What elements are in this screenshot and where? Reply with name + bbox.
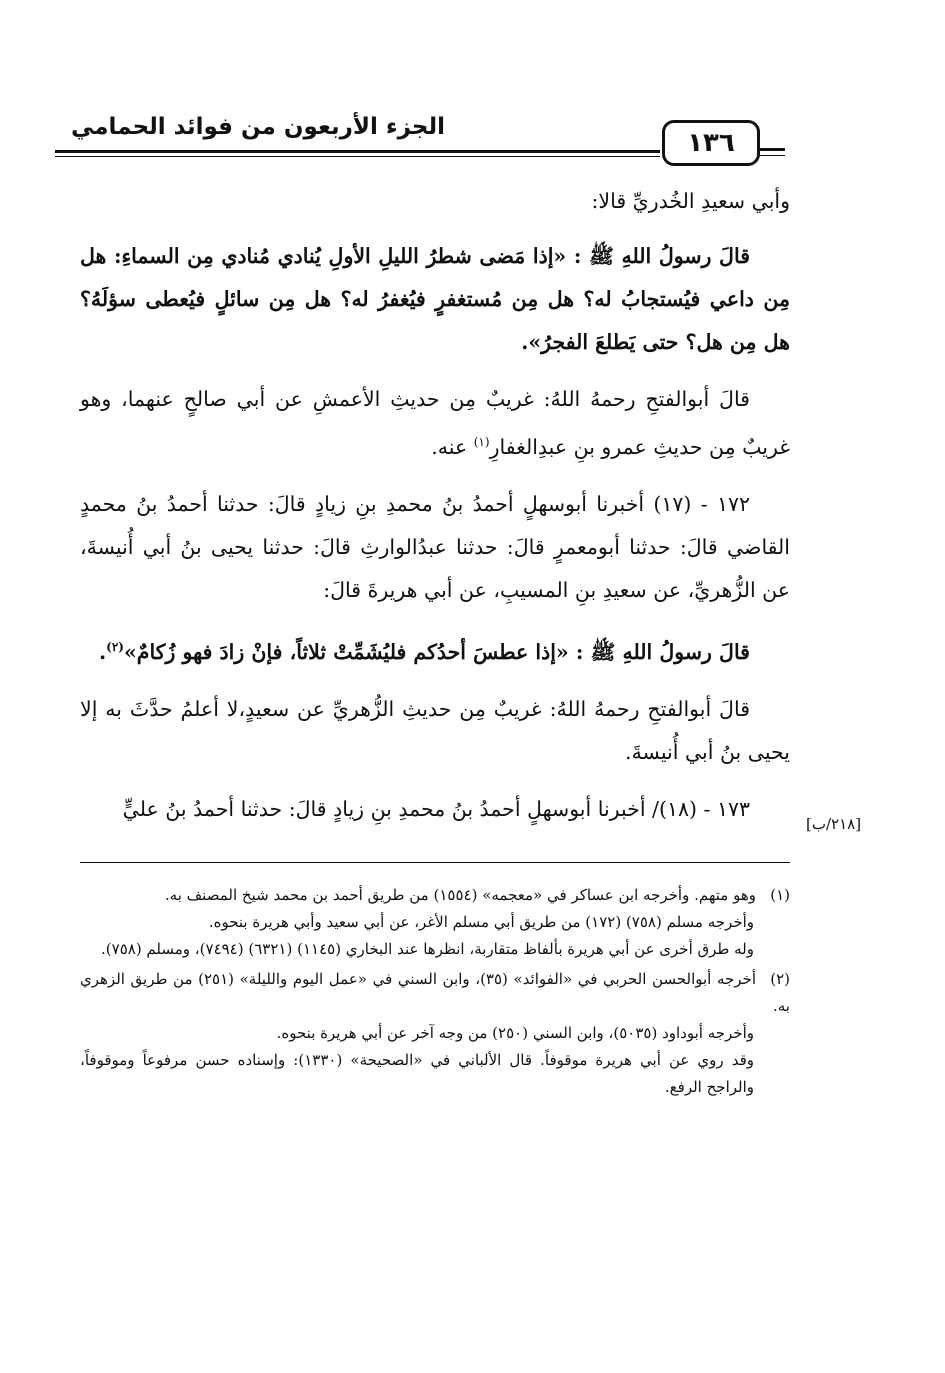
manuscript-folio-note: [٢١٨/ب] — [806, 815, 862, 833]
footnote-ref-1: (١) — [473, 435, 490, 449]
footnote-2-line-3: وقد روي عن أبي هريرة موقوفاً. قال الألباني في «الصحيحة» (١٣٣٠): وإسناده حسن مرفوعاً وموقوفاً، والراجح الرفع. — [80, 1051, 754, 1096]
footnote-1-line-3: وله طرق أخرى عن أبي هريرة بألفاظ متقاربة، انظرها عند البخاري (١١٤٥) (٦٣٢١) (٧٤٩٤)، ومسلم (٧٥٨). — [101, 940, 754, 958]
footnote-1-line-1 — [80, 882, 790, 909]
paragraph-isnad-172: ١٧٢ - (١٧) أخبرنا أبوسهلٍ أحمدُ بنُ محمدِ بنِ زيادٍ قالَ: حدثنا أحمدُ بنُ محمدٍ القاضي قالَ: حدثنا أبومعمرٍ قالَ: حدثنا عبدُالوارثِ قالَ: حدثنا يحيى بنُ أبي أُنيسةَ، عن الزُّهريِّ، عن سعيدِ بنِ المسيبِ، عن أبي هريرةَ قالَ: — [80, 491, 790, 602]
running-header — [55, 110, 785, 170]
header-rule-right — [757, 148, 785, 151]
footnote-separator — [80, 862, 790, 863]
footnote-2-text: أخرجه أبوالحسن الحربي في «الفوائد» (٣٥)، وابن السني في «عمل اليوم والليلة» (٢٥١) من طريق الزهري به. — [80, 970, 790, 1015]
footnote-1-line-2: وأخرجه مسلم (٧٥٨) (١٧٢) من طريق أبي مسلم الأغر، عن أبي سعيد وأبي هريرة بنحوه. — [208, 913, 754, 931]
footnotes — [80, 882, 790, 1101]
paragraph-hadith-1: قالَ رسولُ اللهِ ﷺ : «إذا مَضى شطرُ الليلِ الأولِ يُنادي مُنادي مِن السماءِ: هل مِن داعي فيُستجابُ له؟ هل مِن مُستغفرٍ فيُغفرُ له؟ هل مِن سائلٍ فيُعطى سؤلَهُ؟ هل مِن هل؟ حتى يَطلعَ الفجرُ». — [80, 244, 790, 354]
paragraph-isnad-173: ١٧٣ - (١٨)/ أخبرنا أبوسهلٍ أحمدُ بنُ محمدِ بنِ زيادٍ قالَ: حدثنا أحمدُ بنُ عليٍّ — [122, 796, 750, 821]
body-text — [80, 180, 790, 831]
paragraph-hadith-2: قالَ رسولُ اللهِ ﷺ : «إذا عطسَ أحدُكم فليُشَمِّتْ ثلاثاً، فإنْ زادَ فهو زُكامٌ»$^{(٢)}$. — [99, 639, 750, 664]
page-number: ١٣٦ — [687, 128, 735, 158]
header-rule-right-thin — [757, 155, 785, 156]
paragraph-comment-2: قالَ أبوالفتحِ رحمهُ اللهُ: غريبٌ مِن حديثِ الزُّهريِّ عن سعيدٍ،لا أعلمُ حدَّثَ به إلا يحيى بنُ أبي أُنيسةَ. — [80, 696, 790, 764]
footnote-2-line-2: وأخرجه أبوداود (٥٠٣٥)، وابن السني (٢٥٠) من وجه آخر عن أبي هريرة بنحوه. — [276, 1024, 754, 1042]
paragraph-narrator: وأبي سعيدِ الخُدريِّ قالا: — [591, 189, 790, 213]
footnote-ref-2: (٢) — [106, 639, 124, 654]
footnote-1-text: وهو متهم. وأخرجه ابن عساكر في «معجمه» (١٥٥٤) من طريق أحمد بن محمد شيخ المصنف به. — [164, 886, 756, 904]
header-rule-thin — [55, 156, 660, 157]
header-rule — [55, 150, 660, 153]
paragraph-comment-1 — [80, 378, 790, 469]
comment-1-tail: عنه. — [431, 434, 468, 459]
header-title: الجزء الأربعون من فوائد الحمامي — [71, 114, 445, 140]
comment-1-text: قالَ أبوالفتحِ رحمهُ اللهُ: غريبٌ مِن حديثِ الأعمشِ عن أبي صالحٍ عنهما، وهو غريبٌ مِن حديثِ عمرو بنِ عبدِالغفارِ — [80, 387, 790, 459]
hadith-2-text: قالَ رسولُ اللهِ ﷺ : «إذا عطسَ أحدُكم فليُشَمِّتْ ثلاثاً، فإنْ زادَ فهو زُكامٌ» — [123, 639, 750, 664]
footnote-1-number: (١) — [770, 886, 790, 904]
footnote-2-number: (٢) — [770, 970, 790, 988]
footnote-2-line-1 — [80, 966, 790, 1020]
page-number-box — [662, 120, 760, 166]
